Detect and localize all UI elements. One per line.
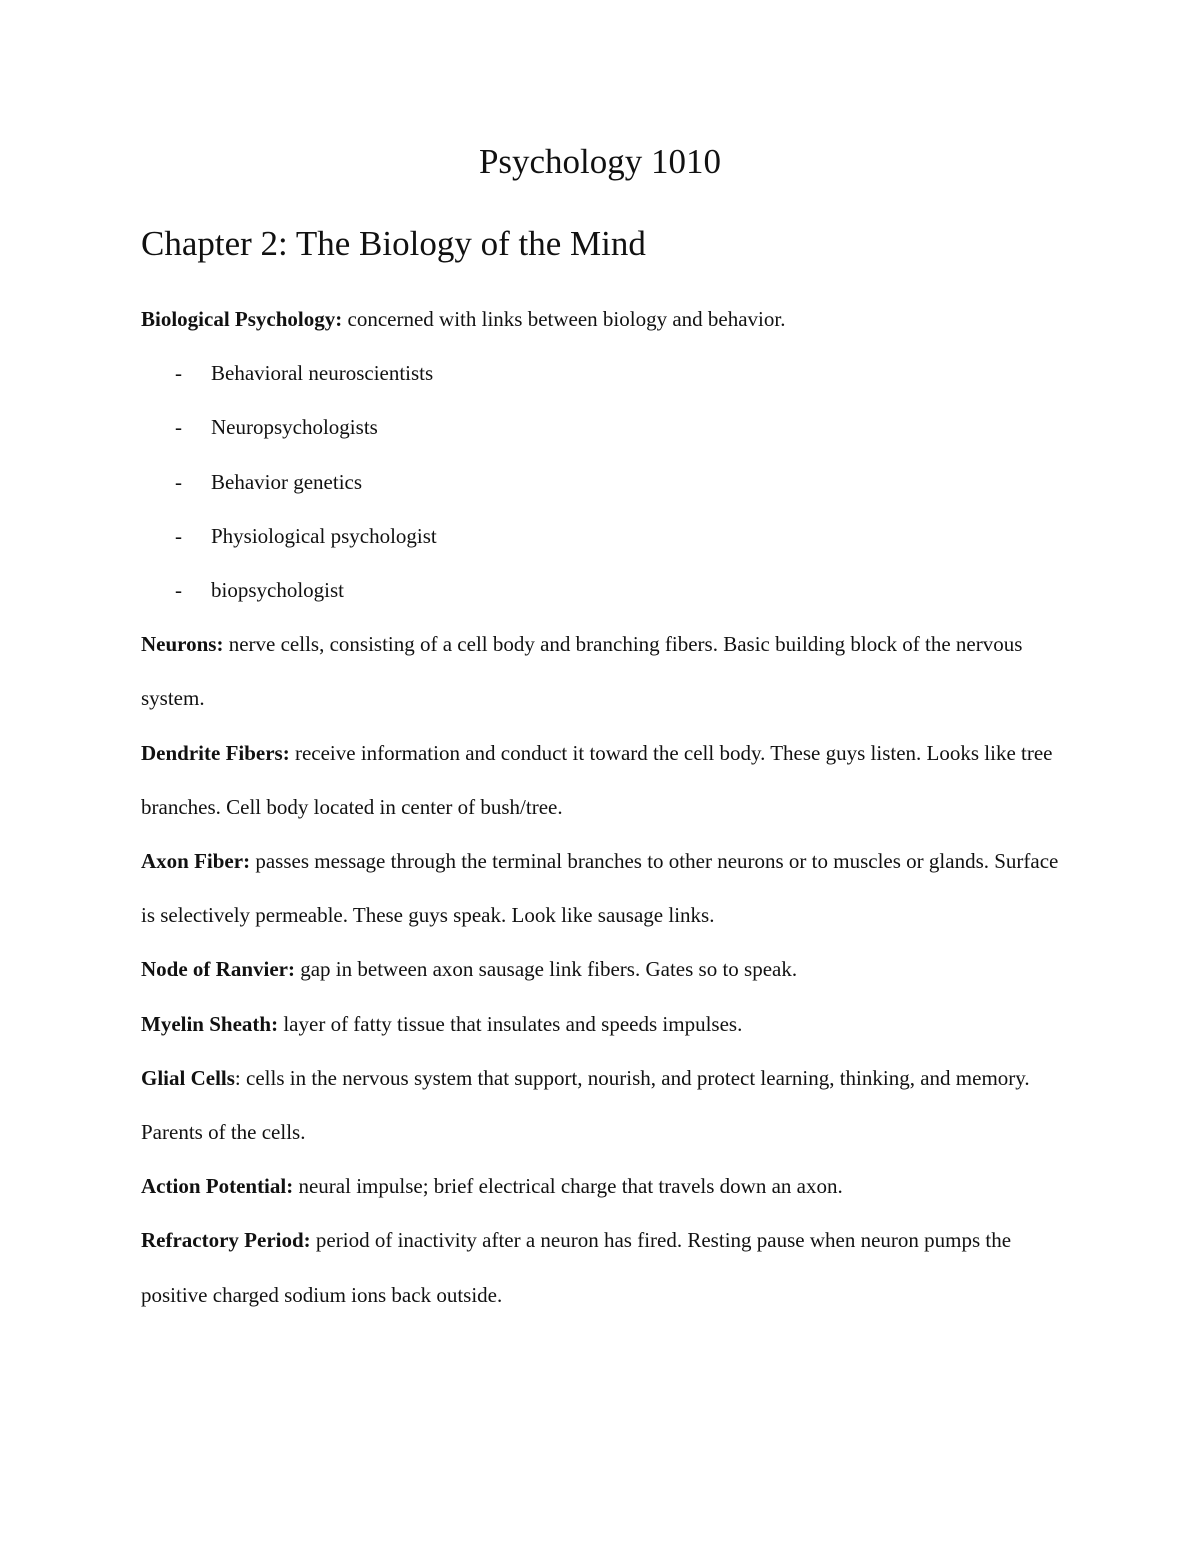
term-label: Action Potential: bbox=[141, 1174, 294, 1199]
term-definition: concerned with links between biology and behavior. bbox=[342, 307, 786, 331]
term-label: Glial Cells bbox=[141, 1065, 235, 1090]
dash-bullet: - bbox=[175, 469, 182, 494]
term-definition: neural impulse; brief electrical charge that travels down an axon. bbox=[293, 1174, 843, 1199]
list-item bbox=[141, 509, 1061, 563]
definition-myelin-sheath bbox=[141, 997, 1061, 1051]
term-label: Axon Fiber: bbox=[141, 849, 251, 874]
list-item-text: Behavior genetics bbox=[211, 469, 363, 494]
term-definition: nerve cells, consisting of a cell body and branching fibers. Basic building block of the nervous system. bbox=[141, 632, 1023, 711]
dash-bullet: - bbox=[175, 415, 182, 440]
specialist-list bbox=[141, 346, 1061, 617]
definition-refractory-period bbox=[141, 1213, 1061, 1321]
chapter-heading: Chapter 2: The Biology of the Mind bbox=[141, 224, 646, 263]
list-item bbox=[141, 563, 1061, 617]
term-definition: passes message through the terminal branches to other neurons or to muscles or glands. Surface is selectively permeable. These guys speak. Look like sausage links. bbox=[141, 849, 1059, 928]
document-body bbox=[141, 292, 1061, 1322]
list-item-text: Physiological psychologist bbox=[211, 523, 437, 548]
definition-axon-fiber bbox=[141, 834, 1061, 942]
term-label: Biological Psychology: bbox=[141, 307, 343, 331]
dash-bullet: - bbox=[175, 361, 182, 386]
term-definition: layer of fatty tissue that insulates and speeds impulses. bbox=[278, 1011, 743, 1036]
list-item bbox=[141, 455, 1061, 509]
term-definition: gap in between axon sausage link fibers. Gates so to speak. bbox=[294, 957, 798, 982]
term-definition: : cells in the nervous system that support, nourish, and protect learning, thinking, and memory. Parents of the cells. bbox=[141, 1065, 1030, 1145]
term-label: Dendrite Fibers: bbox=[141, 740, 290, 765]
list-item-text: biopsychologist bbox=[211, 578, 345, 603]
term-label: Node of Ranvier: bbox=[141, 957, 295, 982]
term-definition: receive information and conduct it toward the cell body. These guys listen. Looks like tree branches. Cell body located in center of bush/tree. bbox=[141, 740, 1053, 819]
dash-bullet: - bbox=[175, 578, 182, 603]
definition-action-potential bbox=[141, 1159, 1061, 1213]
list-item bbox=[141, 346, 1061, 400]
list-item-text: Behavioral neuroscientists bbox=[211, 361, 434, 386]
term-label: Refractory Period: bbox=[141, 1228, 311, 1253]
term-label: Myelin Sheath: bbox=[141, 1011, 279, 1036]
term-label: Neurons: bbox=[141, 632, 224, 657]
definition-neurons bbox=[141, 617, 1061, 725]
biological-psychology-paragraph bbox=[141, 292, 1061, 346]
dash-bullet: - bbox=[175, 523, 182, 548]
definition-glial-cells bbox=[141, 1051, 1061, 1159]
document-title: Psychology 1010 bbox=[478, 142, 722, 181]
term-definition: period of inactivity after a neuron has fired. Resting pause when neuron pumps the positive charged sodium ions back outside. bbox=[141, 1228, 1012, 1307]
list-item bbox=[141, 400, 1061, 454]
definition-node-of-ranvier bbox=[141, 942, 1061, 996]
definition-dendrite-fibers bbox=[141, 726, 1061, 834]
list-item-text: Neuropsychologists bbox=[211, 415, 378, 440]
